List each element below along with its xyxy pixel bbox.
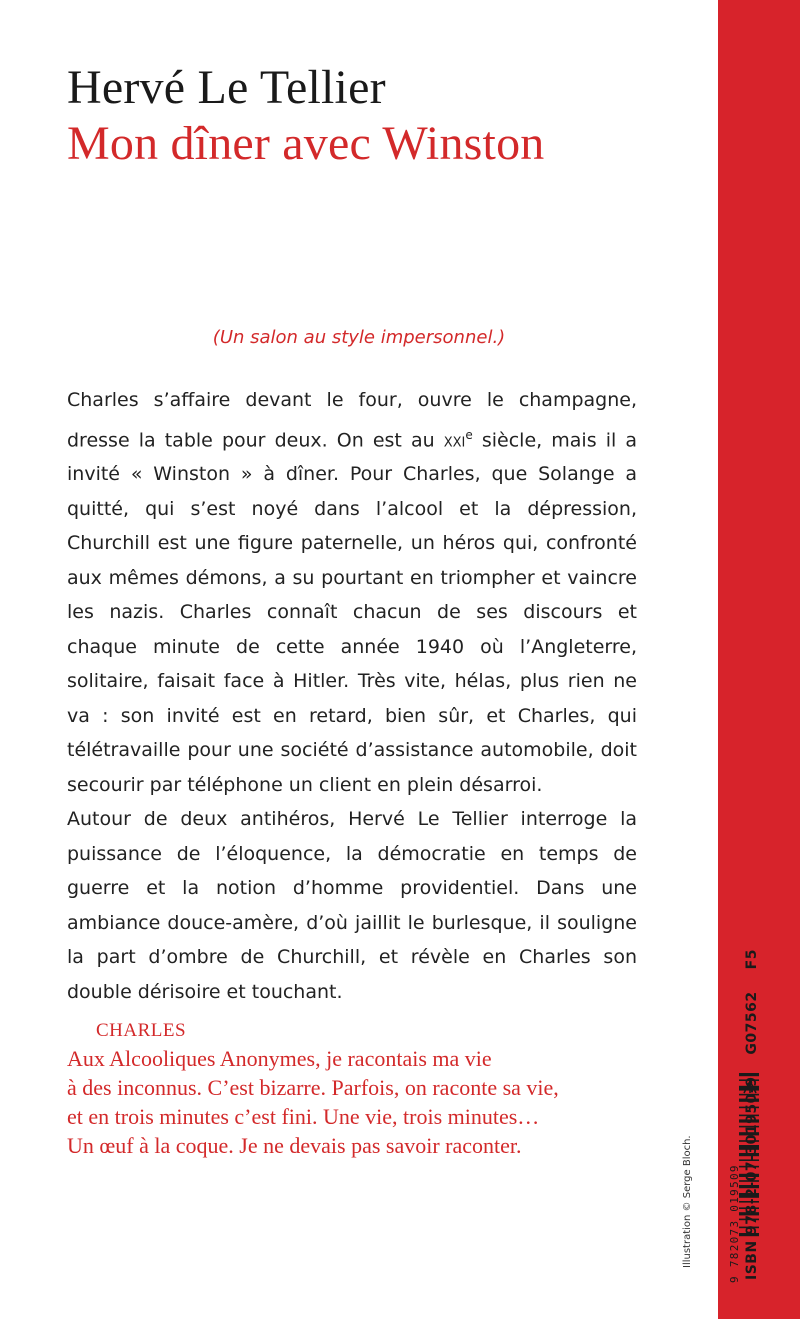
stage-direction: (Un salon au style impersonnel.)	[212, 327, 506, 348]
barcode-background	[695, 1035, 717, 1280]
century-numeral: xxi	[443, 428, 466, 451]
blurb-p1-start: Charles s’affaire devant le four, ouvre le champagne, dresse la table pour deux. On est au	[67, 389, 637, 451]
blurb-paragraph-1	[67, 383, 637, 802]
catalog-code: G07562	[744, 991, 760, 1055]
book-title: Mon dîner avec Winston	[67, 117, 545, 170]
blurb-p1-end: siècle, mais il a invité « Winston » à dîner. Pour Charles, que Solange a quitté, qui s’est noyé dans l’alcool et la dépression, Churchill est une figure paternelle, un héros qui, confronté aux mêmes démons, a su pourtant en triompher et vaincre les nazis. Charles connaît chacun de ses discours et chaque minute de cette année 1940 où l’Angleterre, solitaire, faisait face à Hitler. Très vite, hélas, plus rien ne va : son invité est en retard, bien sûr, et Charles, qui télétravaille pour une société d’assistance automobile, doit secourir par téléphone un client en plein désarroi.	[67, 428, 637, 796]
excerpt-quote	[67, 1044, 627, 1160]
excerpt-line: Un œuf à la coque. Je ne devais pas savoir raconter.	[67, 1133, 522, 1158]
author-name: Hervé Le Tellier	[67, 61, 386, 114]
excerpt-line: et en trois minutes c’est fini. Une vie, trois minutes…	[67, 1104, 540, 1129]
excerpt-line: Aux Alcooliques Anonymes, je racontais ma vie	[67, 1046, 492, 1071]
century-superscript: e	[465, 427, 473, 442]
blurb	[67, 383, 637, 1009]
price-category: F5	[744, 949, 760, 970]
barcode-digits: 9 782073 019509	[728, 1164, 741, 1283]
excerpt-line: à des inconnus. C’est bizarre. Parfois, on raconte sa vie,	[67, 1075, 559, 1100]
excerpt-speaker: CHARLES	[96, 1020, 187, 1041]
blurb-paragraph-2: Autour de deux antihéros, Hervé Le Tellier interroge la puissance de l’éloquence, la démocratie en temps de guerre et la notion d’homme providentiel. Dans une ambiance douce-amère, d’où jaillit le burlesque, il souligne la part d’ombre de Churchill, et révèle en Charles son double dérisoire et touchant.	[67, 808, 637, 1003]
isbn: ISBN 978-2-07-301950-9	[744, 1076, 760, 1280]
gallimard-folio-logo-icon	[741, 1078, 759, 1096]
spine-codes	[744, 927, 760, 1280]
illustration-credit: Illustration © Serge Bloch.	[682, 1135, 693, 1268]
